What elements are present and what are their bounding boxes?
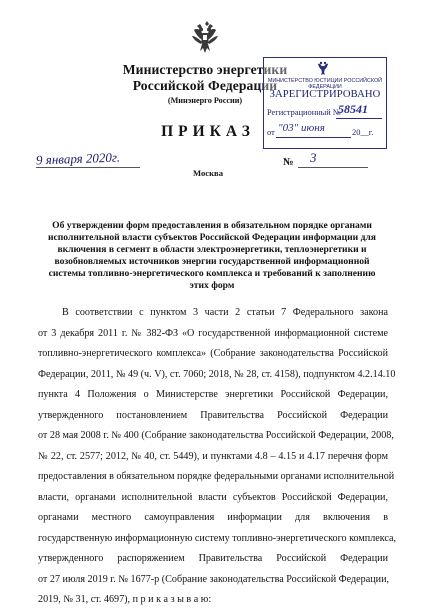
coat-of-arms-icon [191,20,219,56]
subject-line: Об утверждении форм предоставления в обязательном порядке органами [52,220,372,231]
stamp-organization: МИНИСТЕРСТВО ЮСТИЦИИ РОССИЙСКОЙ ФЕДЕРАЦИИ [267,78,383,90]
body-line: от 3 декабря 2011 г. № 382-ФЗ «О государственной информационной системе [38,327,388,339]
order-body [38,303,397,611]
body-line: власти, органами исполнительной власти субъектов Российской Федерации, [38,491,388,503]
ministry-short-name: (Минэнерго России) [167,96,243,105]
stamp-number-underline [336,118,382,119]
body-line: 2019, № 31, ст. 4697), п р и к а з ы в а ю: [38,594,212,605]
document-type-title: ПРИКАЗ [161,123,255,140]
order-subject [38,220,386,291]
city-name: Москва [193,168,223,178]
stamp-from-label: от [267,128,275,137]
stamp-status: ЗАРЕГИСТРИРОВАНО [269,89,381,100]
stamp-number-value: 58541 [338,102,368,116]
body-line: органами местного самоуправления информации для включения в [38,512,388,523]
subject-line: системы топливно-энергетического комплекса и требований к заполнению [48,267,376,279]
order-number-value: 3 [310,150,317,165]
subject-line: исполнительной власти субъектов Российской Федерации информации для [47,231,376,243]
body-line: от 28 мая 2008 г. № 400 (Собрание законодательства Российской Федерации, 2008, [38,430,394,441]
stamp-coat-of-arms-icon [316,60,330,76]
subject-line: включения в сегмент в области электроэнергетики, теплоэнергетики и [57,243,367,255]
stamp-year-suffix: 20__г. [352,128,374,137]
ministry-name-line2: Российской Федерации [132,78,278,93]
stamp-number-label: Регистрационный № [267,108,341,117]
body-line: государственную информационную систему топливно-энергетического комплекса, [38,532,397,544]
handwritten-date: 9 января 2020г. [35,149,121,168]
body-line: № 22, ст. 2577; 2012, № 40, ст. 5449), и пунктами 4.8 – 4.15 и 4.17 перечня форм [38,450,388,462]
body-line: топливно-энергетического комплекса» (Собрание законодательства Российской [38,348,388,359]
body-line: утвержденного распоряжением Правительства Российской Федерации [38,553,388,564]
body-line: утвержденного постановлением Правительства Российской Федерации [38,409,388,421]
subject-line: возобновляемых источников энергии государственной информационной [54,255,370,267]
subject-line: этих форм [189,279,235,291]
body-line: предоставления в обязательном порядке федеральными органами исполнительной [38,471,395,482]
body-line: пункта 4 Положения о Министерстве энергетики Российской Федерации, [38,389,388,400]
body-line: от 27 июля 2019 г. № 1677-р (Собрание законодательства Российской Федерации, [38,573,390,585]
stamp-date-value: "03" июня [278,122,325,134]
ministry-name-line1: Министерство энергетики [122,62,288,77]
order-number-underline [298,167,368,168]
body-line: Федерации, 2011, № 49 (ч. V), ст. 7060; 2018, № 28, ст. 4158), подпунктом 4.2.14.10 [38,368,396,380]
order-number-label: № [283,157,294,168]
date-underline [36,167,140,168]
body-line: В соответствии с пунктом 3 части 2 статьи 7 Федерального закона [62,307,388,318]
